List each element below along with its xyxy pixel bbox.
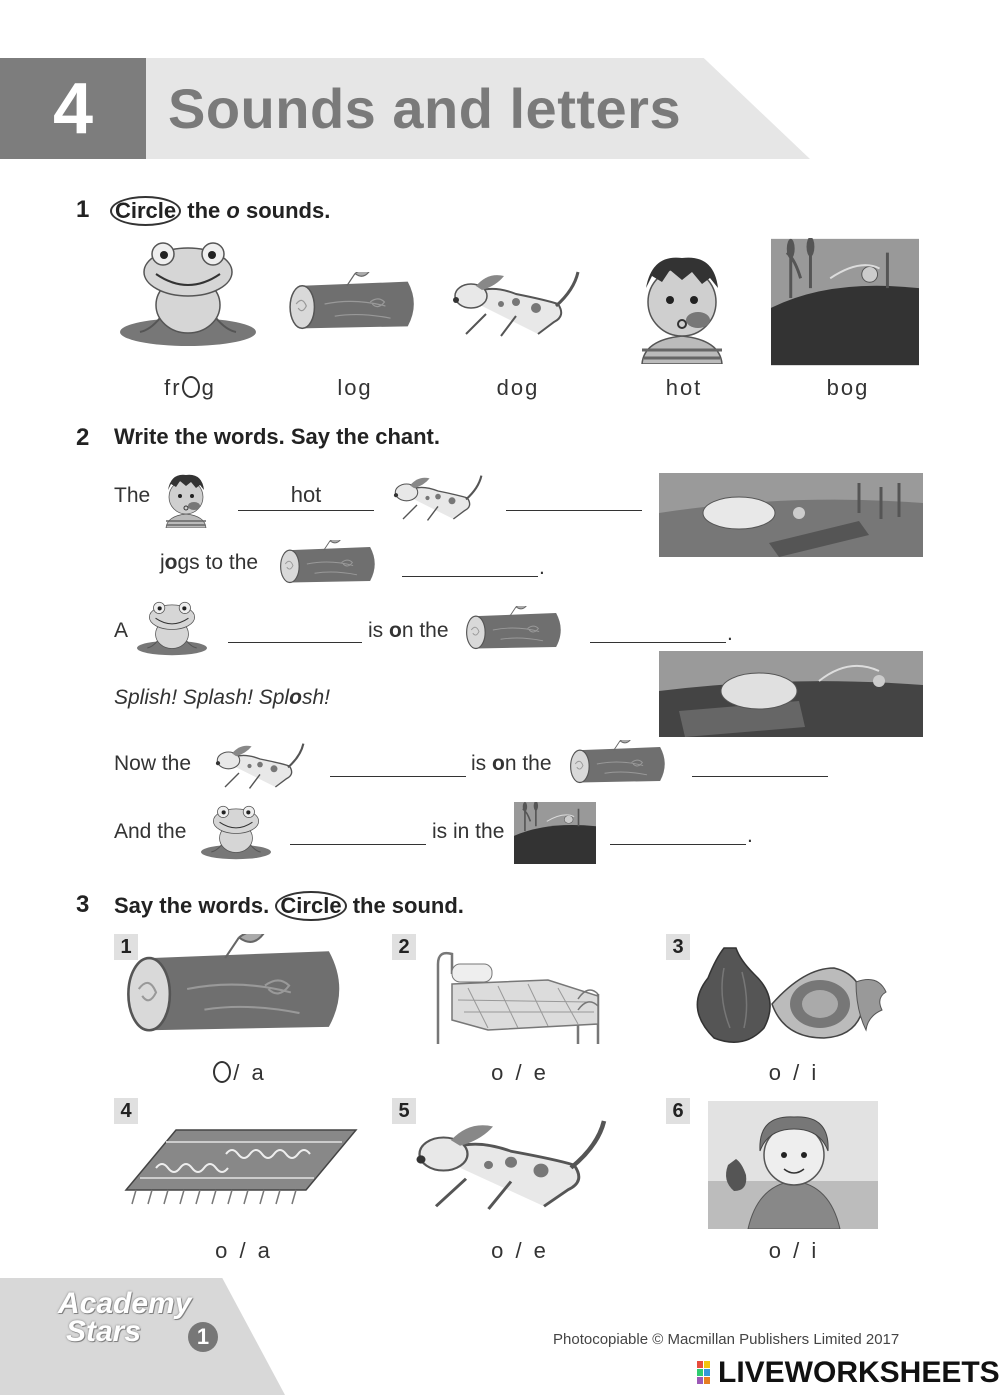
log-icon (462, 606, 570, 654)
exercise-1-instruction: Circle the o sounds. (110, 196, 330, 226)
period: . (747, 824, 753, 847)
liveworksheets-icon (697, 1361, 717, 1385)
fig-icon (684, 938, 894, 1048)
frog-icon (118, 240, 258, 350)
rug-icon (116, 1120, 366, 1220)
dog-splash-icon (659, 651, 923, 737)
item-number: 2 (392, 934, 416, 960)
chant-is-in-the: is in the (432, 820, 505, 843)
answer-hot[interactable]: hot (290, 482, 322, 507)
choice-o-e[interactable]: o / e (491, 1238, 549, 1263)
log-icon (566, 740, 674, 788)
bog-icon (514, 802, 596, 864)
chant-splish: Splish! Splash! Splosh! (114, 686, 330, 709)
dog-icon (406, 1110, 616, 1220)
answer-line[interactable] (610, 844, 746, 845)
log-icon (118, 934, 360, 1044)
word-hot[interactable]: hot (665, 375, 703, 400)
unit-number: 4 (0, 58, 146, 159)
answer-line[interactable] (692, 776, 828, 777)
level-badge: 1 (188, 1322, 218, 1352)
choice-o-a[interactable]: / a (180, 1060, 300, 1086)
choice-o-e[interactable]: o / e (491, 1060, 549, 1085)
answer-line[interactable] (290, 844, 426, 845)
frog-icon (136, 600, 208, 658)
answer-line[interactable] (506, 510, 642, 511)
exercise-2-instruction: Write the words. Say the chant. (114, 424, 440, 449)
bog-icon (771, 238, 919, 366)
period: . (727, 622, 733, 645)
item-number: 6 (666, 1098, 690, 1124)
frog-icon (200, 804, 272, 862)
exercise-3-number: 3 (76, 891, 90, 918)
bed-icon (428, 944, 608, 1054)
answer-line (238, 510, 374, 511)
page-title: Sounds and letters (168, 77, 682, 140)
academy-stars-logo: Academy Stars (58, 1287, 192, 1348)
item-number: 1 (114, 934, 138, 960)
dog-icon (446, 264, 586, 344)
word-frog[interactable]: fr g (164, 375, 216, 400)
word-dog[interactable]: dog (496, 375, 540, 400)
copyright-text: Photocopiable © Macmillan Publishers Limited 2017 (553, 1331, 900, 1348)
chant-a: A (114, 619, 129, 642)
choice-o-i[interactable]: o / i (768, 1238, 820, 1263)
choice-o-i[interactable]: o / i (768, 1060, 820, 1085)
answer-line[interactable] (228, 642, 362, 643)
period: . (539, 556, 545, 579)
girl-fig-icon (708, 1101, 878, 1229)
word-bog[interactable]: bog (826, 375, 870, 400)
dog-icon (210, 738, 310, 794)
choice-o-a[interactable]: o / a (215, 1238, 273, 1263)
answer-line[interactable] (330, 776, 466, 777)
item-number: 5 (392, 1098, 416, 1124)
circled-letter (182, 376, 200, 398)
chant-jogs: jogs to the (160, 551, 259, 574)
circle-word: Circle (110, 196, 181, 226)
circle-word: Circle (275, 891, 346, 921)
log-icon (284, 272, 426, 336)
log-icon (276, 540, 384, 588)
liveworksheets-brand[interactable]: LIVEWORKSHEETS (718, 1356, 1000, 1389)
exercise-1-number: 1 (76, 196, 90, 223)
dog-icon (388, 470, 488, 526)
chant-now-the: Now the (114, 752, 192, 775)
circled-letter (213, 1061, 231, 1083)
exercise-2-number: 2 (76, 424, 90, 451)
chant-is-on-the: is on the (471, 752, 552, 775)
chant-and-the: And the (114, 820, 187, 843)
item-number: 3 (666, 934, 690, 960)
hot-boy-icon (156, 468, 216, 528)
dog-jumping-log-icon (659, 473, 923, 557)
answer-line[interactable] (402, 576, 538, 577)
hot-boy-icon (622, 244, 742, 364)
chant-the: The (114, 484, 151, 507)
item-number: 4 (114, 1098, 138, 1124)
chant-is-on-the: is on the (368, 619, 449, 642)
answer-line[interactable] (590, 642, 726, 643)
word-log[interactable]: log (337, 375, 373, 400)
exercise-3-instruction: Say the words. Circle the sound. (114, 891, 464, 921)
